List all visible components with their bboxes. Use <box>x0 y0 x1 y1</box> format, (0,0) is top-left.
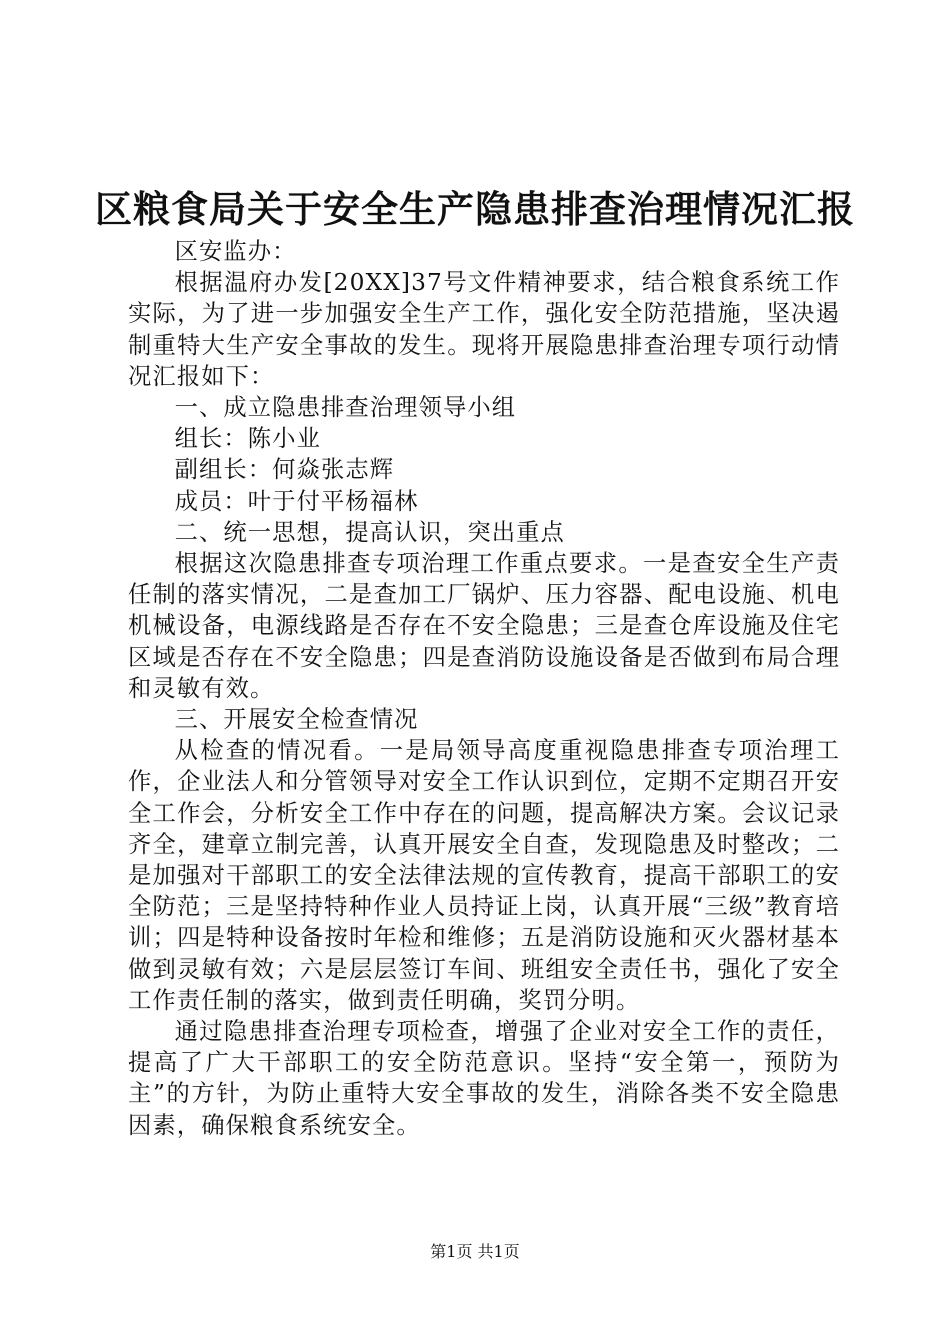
inspection-paragraph: 从检查的情况看。一是局领导高度重视隐患排查专项治理工作，企业法人和分管领导对安全工作认识到位，定期不定期召开安全工作会，分析安全工作中存在的问题，提高解决方案。会议记录齐全，建章立制完善，认真开展安全自查，发现隐患及时整改；二是加强对干部职工的安全法律法规的宣传教育，提高干部职工的安全防范；三是坚持特种作业人员持证上岗，认真开展“三级”教育培训；四是特种设备按时年检和维修；五是消防设施和灭火器材基本做到灵敏有效；六是层层签订车间、班组安全责任书，强化了安全工作责任制的落实，做到责任明确，奖罚分明。 <box>128 737 840 1014</box>
deputy-leader-line: 副组长：何焱张志辉 <box>174 456 395 484</box>
requirements-paragraph: 根据这次隐患排查专项治理工作重点要求。一是查安全生产责任制的落实情况，二是查加工厂锅炉、压力容器、配电设施、机电机械设备，电源线路是否存在不安全隐患；三是查仓库设施及住宅区域是否存在不安全隐患；四是查消防设施设备是否做到布局合理和灵敏有效。 <box>128 550 840 702</box>
salutation: 区安监办： <box>174 238 297 265</box>
intro-paragraph: 根据温府办发[20XX]37号文件精神要求，结合粮食系统工作实际，为了进一步加强安全生产工作，强化安全防范措施，坚决遏制重特大生产安全事故的发生。现将开展隐患排查治理专项行动情况汇报如下： <box>128 269 840 390</box>
page-footer: 第1页 共1页 <box>430 1242 520 1261</box>
conclusion-paragraph: 通过隐患排查治理专项检查，增强了企业对安全工作的责任，提高了广大干部职工的安全防范意识。坚持“安全第一，预防为主”的方针，为防止重特大安全事故的发生，消除各类不安全隐患因素，确保粮食系统安全。 <box>128 1018 840 1139</box>
section-heading-2: 二、统一思想，提高认识，突出重点 <box>174 518 565 546</box>
section-heading-1: 一、成立隐患排查治理领导小组 <box>174 394 517 422</box>
document-title: 区粮食局关于安全生产隐患排查治理情况汇报 <box>95 187 855 231</box>
leader-line: 组长：陈小业 <box>174 425 321 453</box>
section-heading-3: 三、开展安全检查情况 <box>174 706 419 734</box>
members-line: 成员：叶于付平杨福林 <box>174 487 419 515</box>
document-body <box>128 236 840 1141</box>
